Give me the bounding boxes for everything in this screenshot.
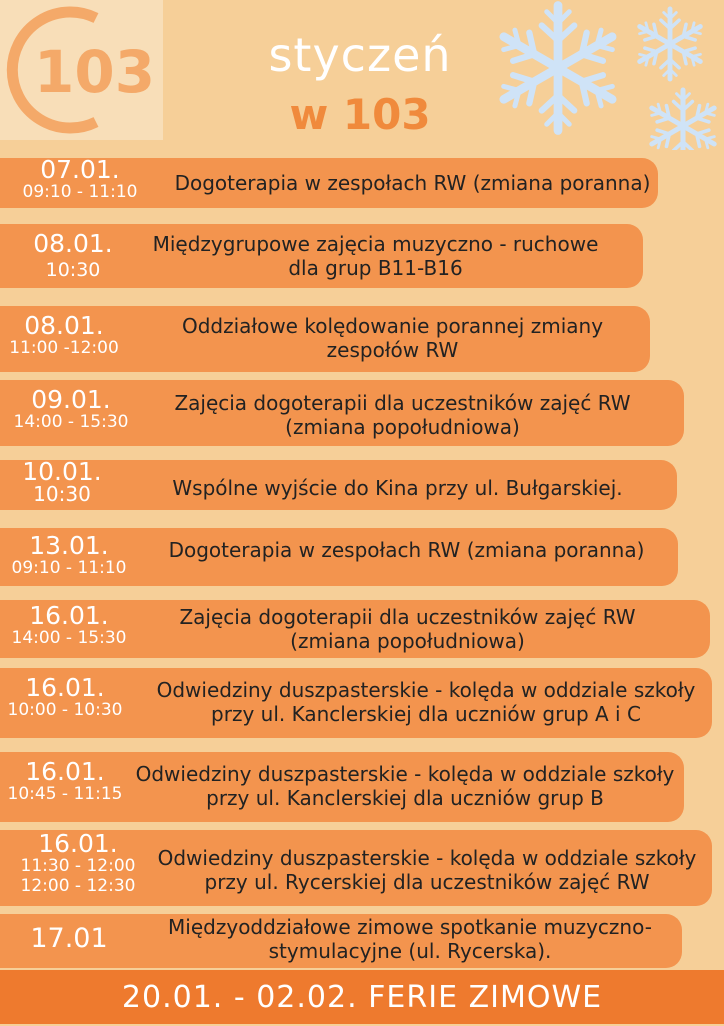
event-desc-4: Zajęcia dogoterapii dla uczestników zajęć RW (zmiana popołudniowa) (174, 391, 631, 439)
event-date-7: 16.01. 14:00 - 15:30 (11, 601, 127, 648)
event-desc-3: Oddziałowe kolędowanie porannej zmiany zespołów RW (181, 314, 604, 362)
event-date-6: 13.01. 09:10 - 11:10 (11, 531, 127, 578)
logo-103 (0, 0, 163, 140)
event-date-2: 08.01. 10:30 (33, 229, 113, 281)
event-desc-2: Międzygrupowe zajęcia muzyczno - ruchowe dla grup B11-B16 (152, 232, 599, 280)
page-subtitle: w 103 (289, 90, 431, 139)
event-date-5: 10.01. 10:30 (22, 457, 102, 506)
page-title: styczeń (268, 28, 452, 82)
event-desc-10: Odwiedziny duszpasterskie - kolęda w oddziale szkoły przy ul. Rycerskiej dla uczestników zajęć RW (157, 846, 697, 894)
event-desc-7: Zajęcia dogoterapii dla uczestników zajęć RW (zmiana popołudniowa) (179, 605, 636, 653)
event-date-11: 17.01 (30, 923, 108, 954)
snowflakes-icon (470, 0, 724, 150)
event-desc-11: Międzyoddziałowe zimowe spotkanie muzyczno- stymulacyjne (ul. Rycerska). (168, 915, 652, 963)
event-desc-8: Odwiedziny duszpasterskie - kolęda w oddziale szkoły przy ul. Kanclerskiej dla uczniów grup A i C (156, 678, 696, 726)
event-date-9: 16.01. 10:45 - 11:15 (7, 757, 123, 804)
event-date-3: 08.01. 11:00 -12:00 (9, 311, 119, 358)
event-desc-6: Dogoterapia w zespołach RW (zmiana poranna) (168, 538, 645, 562)
event-date-4: 09.01. 14:00 - 15:30 (13, 385, 129, 432)
logo-c-icon (0, 0, 163, 140)
event-date-1: 07.01. 09:10 - 11:10 (22, 155, 138, 202)
event-date-8: 16.01. 10:00 - 10:30 (7, 673, 123, 720)
event-date-10: 16.01. 11:30 - 12:00 12:00 - 12:30 (20, 829, 136, 896)
event-desc-9: Odwiedziny duszpasterskie - kolęda w oddziale szkoły przy ul. Kanclerskiej dla uczniów grup B (135, 762, 675, 810)
logo-text: 103 (34, 38, 156, 106)
footer-holiday-banner: 20.01. - 02.02. FERIE ZIMOWE (0, 970, 724, 1024)
event-desc-5: Wspólne wyjście do Kina przy ul. Bułgarskiej. (172, 476, 623, 500)
event-desc-1: Dogoterapia w zespołach RW (zmiana poranna) (174, 171, 651, 195)
